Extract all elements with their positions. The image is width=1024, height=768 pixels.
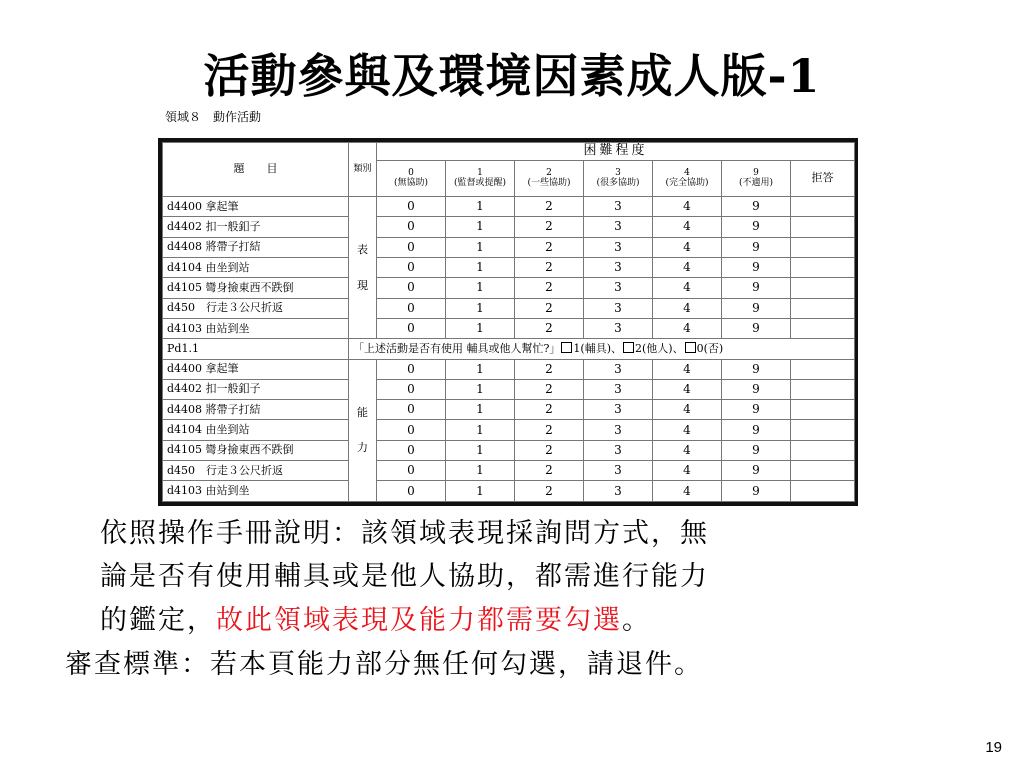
category-header: 類別: [349, 143, 377, 197]
pd-option-2: 2(他人)、: [635, 342, 684, 356]
level-header: [515, 161, 584, 197]
score-option[interactable]: 0: [377, 237, 446, 257]
score-option[interactable]: 4: [653, 400, 722, 420]
level-code: 2: [546, 167, 552, 178]
score-option[interactable]: 3: [584, 217, 653, 237]
table-row: [163, 481, 855, 502]
assessment-form-image: [158, 138, 858, 506]
score-option[interactable]: 1: [446, 298, 515, 318]
score-option[interactable]: 3: [584, 400, 653, 420]
checkbox-assistive-device[interactable]: [561, 342, 572, 353]
score-option[interactable]: 2: [515, 257, 584, 277]
highlighted-requirement: 故此領域表現及能力都需要勾選: [216, 605, 622, 636]
level-code: 9: [753, 167, 759, 178]
score-option[interactable]: 2: [515, 481, 584, 502]
level-code: 4: [684, 167, 690, 178]
table-row: [163, 257, 855, 277]
refuse-cell[interactable]: [791, 318, 855, 338]
score-option[interactable]: 2: [515, 440, 584, 460]
checkbox-other-person[interactable]: [623, 342, 634, 353]
level-code: 0: [408, 167, 414, 178]
score-option[interactable]: 1: [446, 257, 515, 277]
score-option[interactable]: 1: [446, 217, 515, 237]
level-label: (很多協助): [596, 177, 640, 188]
refuse-cell[interactable]: [791, 481, 855, 502]
pd-question: [349, 339, 855, 359]
score-option[interactable]: 1: [446, 318, 515, 338]
score-option[interactable]: 2: [515, 318, 584, 338]
refuse-cell[interactable]: [791, 197, 855, 217]
performance-item: d4104 由坐到站: [163, 257, 349, 277]
performance-category: 表現: [349, 197, 377, 339]
level-label: (不適用): [738, 177, 774, 188]
score-option[interactable]: 4: [653, 420, 722, 440]
level-code: 3: [615, 167, 621, 178]
score-option[interactable]: 4: [653, 278, 722, 298]
body-line-2: 論是否有使用輔具或是他人協助，都需進行能力: [100, 561, 709, 592]
assistive-question-row: [163, 339, 855, 359]
score-option[interactable]: 0: [377, 461, 446, 481]
score-option[interactable]: 4: [653, 440, 722, 460]
score-option[interactable]: 9: [722, 197, 791, 217]
table-row: [163, 318, 855, 338]
score-option[interactable]: 9: [722, 278, 791, 298]
refuse-cell[interactable]: [791, 237, 855, 257]
level-header: [722, 161, 791, 197]
refuse-cell[interactable]: [791, 420, 855, 440]
score-option[interactable]: 3: [584, 257, 653, 277]
score-option[interactable]: 0: [377, 278, 446, 298]
score-option[interactable]: 4: [653, 217, 722, 237]
score-option[interactable]: 2: [515, 217, 584, 237]
capacity-item: d4402 扣一般釦子: [163, 379, 349, 399]
score-option[interactable]: 0: [377, 197, 446, 217]
capacity-item: d4408 將帶子打結: [163, 400, 349, 420]
score-option[interactable]: 4: [653, 481, 722, 502]
body-line-3-suffix: 。: [622, 605, 651, 636]
difficulty-header: 困難程度: [377, 143, 855, 161]
score-option[interactable]: 0: [377, 359, 446, 379]
capacity-item: d4400 拿起筆: [163, 359, 349, 379]
level-label: (監督或提醒): [453, 177, 507, 188]
table-header-row: [163, 143, 855, 161]
refuse-header: 拒答: [791, 161, 855, 197]
score-option[interactable]: 1: [446, 400, 515, 420]
score-option[interactable]: 1: [446, 197, 515, 217]
score-option[interactable]: 0: [377, 379, 446, 399]
table-row: [163, 461, 855, 481]
pd-code: Pd1.1: [163, 339, 349, 359]
checkbox-none[interactable]: [685, 342, 696, 353]
score-option[interactable]: 1: [446, 420, 515, 440]
capacity-category: 能力: [349, 359, 377, 502]
level-header: [446, 161, 515, 197]
refuse-cell[interactable]: [791, 379, 855, 399]
score-option[interactable]: 1: [446, 359, 515, 379]
score-option[interactable]: 0: [377, 298, 446, 318]
score-option[interactable]: 0: [377, 318, 446, 338]
score-option[interactable]: 2: [515, 379, 584, 399]
level-label: (完全協助): [665, 177, 709, 188]
table-row: [163, 278, 855, 298]
score-option[interactable]: 4: [653, 257, 722, 277]
score-option[interactable]: 9: [722, 400, 791, 420]
score-option[interactable]: 2: [515, 278, 584, 298]
score-option[interactable]: 9: [722, 359, 791, 379]
score-option[interactable]: 3: [584, 298, 653, 318]
score-option[interactable]: 4: [653, 379, 722, 399]
score-option[interactable]: 3: [584, 420, 653, 440]
score-option[interactable]: 9: [722, 257, 791, 277]
table-row: [163, 359, 855, 379]
pd-option-1: 1(輔具)、: [573, 342, 622, 356]
page-number: 19: [985, 739, 1002, 756]
table-row: [163, 400, 855, 420]
score-option[interactable]: 0: [377, 440, 446, 460]
score-option[interactable]: 2: [515, 359, 584, 379]
score-option[interactable]: 4: [653, 461, 722, 481]
performance-item: d4408 將帶子打結: [163, 237, 349, 257]
body-line-3: [100, 607, 940, 634]
body-line-1: 依照操作手冊說明：該領域表現採詢問方式，無: [100, 518, 709, 549]
refuse-cell[interactable]: [791, 359, 855, 379]
table-row: [163, 440, 855, 460]
performance-item: d4103 由站到坐: [163, 318, 349, 338]
score-option[interactable]: 3: [584, 197, 653, 217]
score-option[interactable]: 1: [446, 278, 515, 298]
score-option[interactable]: 3: [584, 359, 653, 379]
score-option[interactable]: 2: [515, 420, 584, 440]
score-option[interactable]: 9: [722, 217, 791, 237]
score-option[interactable]: 0: [377, 257, 446, 277]
score-option[interactable]: 3: [584, 481, 653, 502]
score-option[interactable]: 9: [722, 420, 791, 440]
score-option[interactable]: 9: [722, 440, 791, 460]
performance-item: d4400 拿起筆: [163, 197, 349, 217]
table-row: [163, 420, 855, 440]
score-option[interactable]: 9: [722, 481, 791, 502]
performance-item: d4402 扣一般釦子: [163, 217, 349, 237]
score-option[interactable]: 2: [515, 400, 584, 420]
score-option[interactable]: 3: [584, 278, 653, 298]
level-code: 1: [477, 167, 483, 178]
refuse-cell[interactable]: [791, 257, 855, 277]
level-label: (無協助): [393, 177, 429, 188]
table-row: [163, 237, 855, 257]
level-header: [377, 161, 446, 197]
item-header: 題 目: [163, 143, 349, 197]
capacity-item: d4103 由站到坐: [163, 481, 349, 502]
refuse-cell[interactable]: [791, 298, 855, 318]
score-option[interactable]: 4: [653, 359, 722, 379]
score-option[interactable]: 1: [446, 481, 515, 502]
score-option[interactable]: 1: [446, 379, 515, 399]
score-option[interactable]: 4: [653, 298, 722, 318]
pd-question-text: 「上述活動是否有使用 輔具或他人幫忙?」: [353, 342, 561, 356]
level-header: [584, 161, 653, 197]
score-option[interactable]: 9: [722, 318, 791, 338]
refuse-cell[interactable]: [791, 440, 855, 460]
score-option[interactable]: 3: [584, 379, 653, 399]
score-option[interactable]: 0: [377, 400, 446, 420]
score-option[interactable]: 2: [515, 237, 584, 257]
slide-title: 活動參與及環境因素成人版-1: [203, 49, 821, 103]
table-row: [163, 197, 855, 217]
score-option[interactable]: 9: [722, 461, 791, 481]
refuse-cell[interactable]: [791, 217, 855, 237]
refuse-cell[interactable]: [791, 461, 855, 481]
capacity-item: d4105 彎身撿東西不跌倒: [163, 440, 349, 460]
score-option[interactable]: 3: [584, 237, 653, 257]
review-standard: 審查標準：若本頁能力部分無任何勾選，請退件。: [65, 649, 703, 680]
score-option[interactable]: 9: [722, 379, 791, 399]
score-option[interactable]: 2: [515, 197, 584, 217]
level-header: [653, 161, 722, 197]
score-option[interactable]: 1: [446, 461, 515, 481]
assessment-table: [162, 142, 855, 502]
table-row: [163, 217, 855, 237]
score-option[interactable]: 0: [377, 420, 446, 440]
capacity-item: d450 行走３公尺折返: [163, 461, 349, 481]
score-option[interactable]: 1: [446, 440, 515, 460]
score-option[interactable]: 2: [515, 298, 584, 318]
performance-item: d450 行走３公尺折返: [163, 298, 349, 318]
score-option[interactable]: 3: [584, 440, 653, 460]
score-option[interactable]: 0: [377, 481, 446, 502]
score-option[interactable]: 4: [653, 237, 722, 257]
score-option[interactable]: 4: [653, 318, 722, 338]
domain-label: 領域８ 動作活動: [165, 110, 262, 124]
score-option[interactable]: 4: [653, 197, 722, 217]
refuse-cell[interactable]: [791, 400, 855, 420]
capacity-item: d4104 由坐到站: [163, 420, 349, 440]
score-option[interactable]: 9: [722, 298, 791, 318]
score-option[interactable]: 3: [584, 461, 653, 481]
performance-item: d4105 彎身撿東西不跌倒: [163, 278, 349, 298]
body-line-3-prefix: 的鑑定，: [100, 605, 216, 636]
table-row: [163, 298, 855, 318]
level-label: (一些協助): [527, 177, 571, 188]
score-option[interactable]: 2: [515, 461, 584, 481]
score-option[interactable]: 1: [446, 237, 515, 257]
score-option[interactable]: 3: [584, 318, 653, 338]
pd-option-3: 0(否): [696, 342, 724, 356]
score-option[interactable]: 0: [377, 217, 446, 237]
score-option[interactable]: 9: [722, 237, 791, 257]
table-row: [163, 379, 855, 399]
refuse-cell[interactable]: [791, 278, 855, 298]
